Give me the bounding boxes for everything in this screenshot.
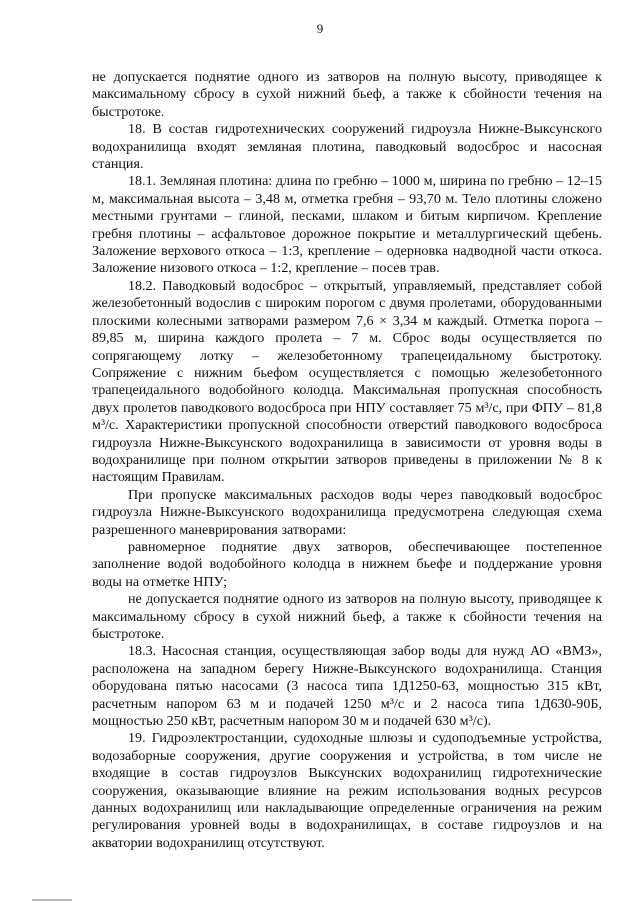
paragraph-18-3-pump-station: 18.3. Насосная станция, осуществляющая забор воды для нужд АО «ВМЗ», расположена на западном берегу Нижне-Выксунского водохранилища. Станция оборудована пятью насосами (3 насоса типа 1Д1250-63, мощностью 315 кВт, расчетным напором 63 м и подачей 1250 м³/с и 2 насоса типа 1Д630-90Б, мощностью 250 кВт, расчетным напором 30 м и подачей 630 м³/с). xyxy=(92,643,602,730)
paragraph-18-1-earth-dam: 18.1. Земляная плотина: длина по гребню – 1000 м, ширина по гребню – 12–15 м, максимальная высота – 3,48 м, отметка гребня – 93,70 м. Тело плотины сложено местными грунтами – глиной, песками, шлаком и битым кирпичом. Крепление гребня плотины – асфальтовое дорожное покрытие и металлургический щебень. Заложение верхового откоса – 1:3, крепление – одерновка надводной части откоса. Заложение низового откоса – 1:2, крепление – посев трав. xyxy=(92,173,602,277)
scan-edge-mark xyxy=(32,899,72,901)
paragraph-19-other-structures: 19. Гидроэлектростанции, судоходные шлюзы и судоподъемные устройства, водозаборные сооружения, другие сооружения и устройства, в том числе не входящие в состав гидроузлов Выксунских водохранилищ гидротехнические сооружения, оказывающие влияние на режим использования водных ресурсов данных водохранилищ или накладывающие определенные ограничения на режим регулирования уровней воды в водохранилищах, в составе гидроузлов и на акватории водохранилищ отсутствуют. xyxy=(92,730,602,851)
paragraph-prohibition: не допускается поднятие одного из затворов на полную высоту, приводящее к максимальному сбросу в сухой нижний бьеф, а также к сбойности течения на быстротоке. xyxy=(92,591,602,642)
paragraph-maneuvering-scheme: При пропуске максимальных расходов воды через паводковый водосброс гидроузла Нижне-Выксунского водохранилища предусмотрена следующая схема разрешенного маневрирования затворами: xyxy=(92,486,602,538)
paragraph-uniform-lifting: равномерное поднятие двух затворов, обеспечивающее постепенное заполнение водой водобойного колодца в нижнем бьефе и поддержание уровня воды на отметке НПУ; xyxy=(92,538,602,590)
paragraph-continuation: не допускается поднятие одного из затворов на полную высоту, приводящее к максимальному сбросу в сухой нижний бьеф, а также к сбойности течения на быстротоке. xyxy=(92,69,602,120)
page-number: 9 xyxy=(316,21,324,36)
document-body xyxy=(92,69,602,852)
paragraph-18-2-spillway: 18.2. Паводковый водосброс – открытый, управляемый, представляет собой железобетонный водослив с широким порогом с двумя пролетами, оборудованными плоскими колесными затворами размером 7,6 × 3,34 м каждый. Отметка порога – 89,85 м, ширина каждого пролета – 7 м. Сброс воды осуществляется по сопрягающему лотку – железобетонному трапецеидальному быстротоку. Сопряжение с нижним бьефом осуществляется с помощью железобетонного трапецеидального водобойного колодца. Максимальная пропускная способность двух пролетов паводкового водосброса при НПУ составляет 75 м³/с, при ФПУ – 81,8 м³/с. Характеристики пропускной способности отверстий паводкового водосброса гидроузла Нижне-Выксунского водохранилища в зависимости от уровня воды в водохранилище при полном открытии затворов приведены в приложении № 8 к настоящим Правилам. xyxy=(92,277,602,486)
paragraph-18: 18. В состав гидротехнических сооружений гидроузла Нижне-Выксунского водохранилища входят земляная плотина, паводковый водосброс и насосная станция. xyxy=(92,121,602,173)
